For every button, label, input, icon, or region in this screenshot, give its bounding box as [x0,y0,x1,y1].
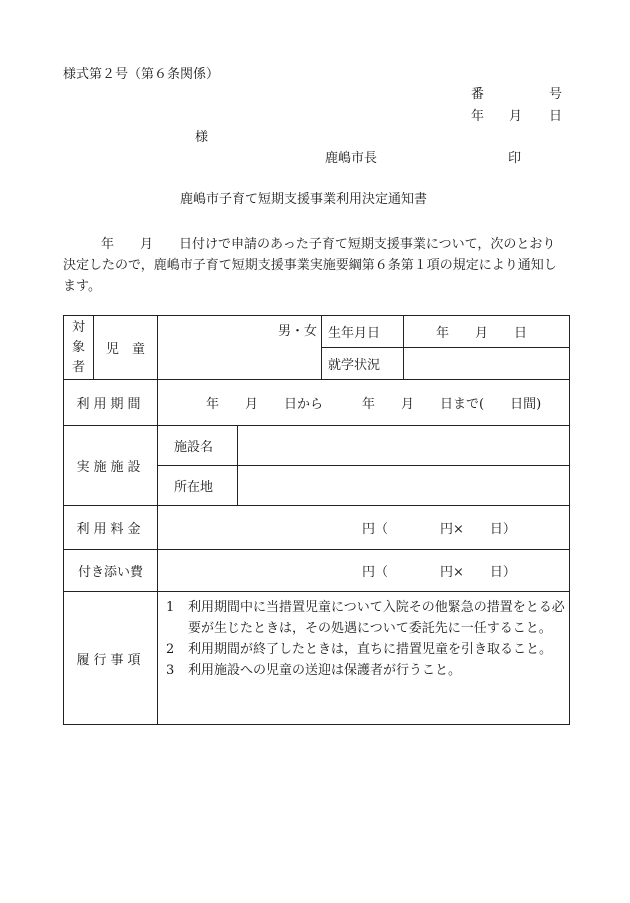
duty-item: 3 利用施設への児童の送迎は保護者が行うこと。 [166,663,462,678]
birthdate-label: 生年月日 [322,316,404,348]
body-paragraph [63,234,573,297]
escort-fee-label: 付き添い費 [64,550,158,592]
body-line-3: ます。 [63,279,101,294]
facility-address-value[interactable] [238,466,570,506]
duties-list [158,597,569,681]
usage-fee-label: 利用料金 [64,506,158,550]
escort-fee-value[interactable]: 円（ 円× 日） [158,550,570,592]
date-month-label: 月 [509,109,523,124]
duty-item: 1 利用期間中に当措置児童について入院その他緊急の措置をとる必要が生じたときは，その処遇について委託先に一任すること。 [166,600,565,636]
decision-table [63,315,570,725]
duty-item: 2 利用期間が終了したときは，直ちに措置児童を引き取ること。 [166,642,553,657]
form-number: 様式第２号（第６条関係） [63,67,220,82]
school-status-value[interactable] [404,348,570,380]
child-name-cell[interactable] [158,316,322,380]
birthdate-value[interactable]: 年 月 日 [404,316,570,348]
duties-label: 履行事項 [64,592,158,725]
usage-period-value[interactable]: 年 月 日から 年 月 日まで( 日間) [158,380,570,426]
target-person-label: 対 象 者 [64,316,94,380]
gender-choice[interactable]: 男・女 [277,324,317,339]
facility-name-value[interactable] [238,426,570,466]
body-line-1: 年 月 日付けで申請のあった子育て短期支援事業について，次のとおり [101,237,556,252]
usage-fee-value[interactable]: 円（ 円× 日） [158,506,570,550]
usage-period-label: 利用期間 [64,380,158,426]
duties-cell [158,592,570,725]
recipient-honorific: 様 [195,130,209,145]
number-label: 番 [471,87,485,102]
school-status-label: 就学状況 [322,348,404,380]
facility-address-label: 所在地 [158,466,238,506]
facility-label: 実施施設 [64,426,158,506]
date-year-label: 年 [471,109,485,124]
issuer-name: 鹿嶋市長 [325,151,378,166]
document-title: 鹿嶋市子育て短期支援事業利用決定通知書 [180,192,428,207]
date-day-label: 日 [549,109,563,124]
body-line-2: 決定したので，鹿嶋市子育て短期支援事業実施要綱第６条第１項の規定により通知し [63,258,557,273]
seal-mark: 印 [508,151,522,166]
child-label: 児 童 [94,316,158,380]
go-label: 号 [549,87,563,102]
facility-name-label: 施設名 [158,426,238,466]
